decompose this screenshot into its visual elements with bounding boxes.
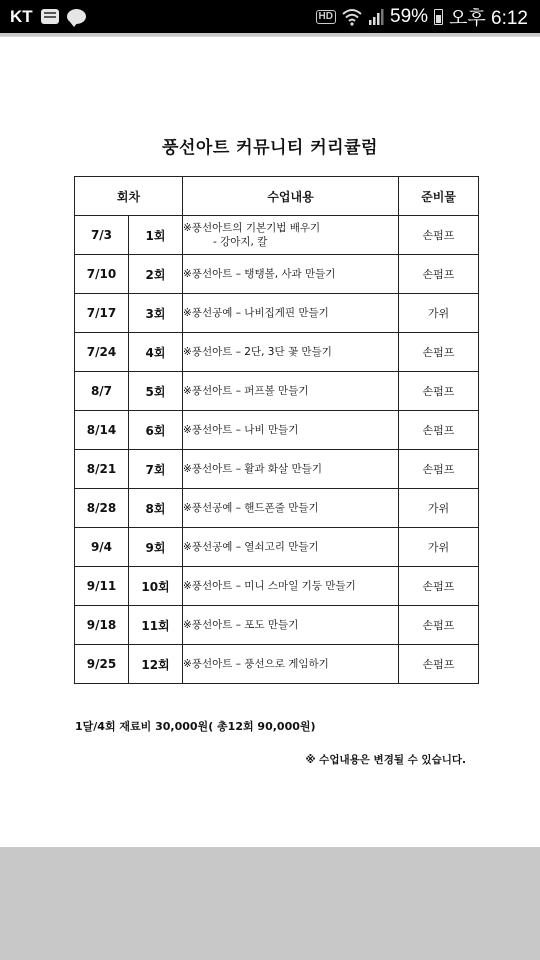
session-number: 9회 [129, 528, 183, 567]
session-supplies: 손펌프 [399, 645, 479, 684]
session-date: 8/21 [75, 450, 129, 489]
session-content: ※풍선아트 – 2단, 3단 꽃 만들기 [183, 333, 399, 372]
carrier-label: KT [10, 6, 33, 26]
session-content: ※풍선아트 – 미니 스마일 기둥 만들기 [183, 567, 399, 606]
session-content: ※풍선아트 – 퍼프볼 만들기 [183, 372, 399, 411]
document-title: 풍선아트 커뮤니티 커리큘럼 [162, 138, 378, 158]
session-supplies: 손펌프 [399, 216, 479, 255]
session-content [183, 216, 399, 255]
session-date: 8/14 [75, 411, 129, 450]
session-date: 9/4 [75, 528, 129, 567]
hd-voice-icon: HD [316, 10, 336, 24]
header-supplies: 준비물 [399, 177, 479, 216]
table-body [75, 216, 479, 684]
session-date: 8/28 [75, 489, 129, 528]
table-row [75, 645, 479, 684]
table-row [75, 528, 479, 567]
session-number: 8회 [129, 489, 183, 528]
session-content-sub: - 강아지, 칼 [213, 236, 268, 248]
session-number: 10회 [129, 567, 183, 606]
session-number: 4회 [129, 333, 183, 372]
table-row [75, 255, 479, 294]
status-bar [0, 0, 540, 33]
session-supplies: 손펌프 [399, 255, 479, 294]
signal-strength-icon [368, 9, 384, 25]
fee-text: 1달/4회 재료비 30,000원( 총12회 90,000원) [75, 720, 316, 733]
session-content: ※풍선공예 – 핸드폰줄 만들기 [183, 489, 399, 528]
session-supplies: 손펌프 [399, 567, 479, 606]
session-date: 9/25 [75, 645, 129, 684]
session-supplies: 손펌프 [399, 372, 479, 411]
app-notification-icon [41, 9, 59, 24]
status-bar-right [316, 0, 528, 33]
session-supplies: 손펌프 [399, 333, 479, 372]
session-content: ※풍선공예 – 열쇠고리 만들기 [183, 528, 399, 567]
session-number: 7회 [129, 450, 183, 489]
session-supplies: 가위 [399, 294, 479, 333]
session-date: 9/18 [75, 606, 129, 645]
table-header-row [75, 177, 479, 216]
session-number: 11회 [129, 606, 183, 645]
clock: 오후 6:12 [449, 8, 528, 29]
session-content: ※풍선아트 – 풍선으로 게임하기 [183, 645, 399, 684]
table-row [75, 294, 479, 333]
table-row [75, 567, 479, 606]
session-number: 5회 [129, 372, 183, 411]
session-date: 7/3 [75, 216, 129, 255]
session-content: ※풍선아트 – 탱탱볼, 사과 만들기 [183, 255, 399, 294]
status-bar-left [10, 0, 86, 33]
session-supplies: 손펌프 [399, 606, 479, 645]
header-content: 수업내용 [183, 177, 399, 216]
table-row [75, 372, 479, 411]
table-row [75, 489, 479, 528]
session-content: ※풍선아트 – 나비 만들기 [183, 411, 399, 450]
wifi-icon [342, 8, 362, 26]
table-row [75, 606, 479, 645]
table-row [75, 216, 479, 255]
session-date: 9/11 [75, 567, 129, 606]
session-number: 3회 [129, 294, 183, 333]
session-number: 2회 [129, 255, 183, 294]
chat-notification-icon [67, 9, 86, 24]
session-supplies: 손펌프 [399, 450, 479, 489]
session-date: 7/10 [75, 255, 129, 294]
table-row [75, 411, 479, 450]
session-content-main: ※풍선아트의 기본기법 배우기 [183, 222, 321, 234]
session-content: ※풍선공예 – 나비집게핀 만들기 [183, 294, 399, 333]
session-supplies: 손펌프 [399, 411, 479, 450]
session-number: 1회 [129, 216, 183, 255]
change-notice: ※ 수업내용은 변경될 수 있습니다. [305, 754, 466, 766]
table-row [75, 450, 479, 489]
session-content: ※풍선아트 – 활과 화살 만들기 [183, 450, 399, 489]
session-number: 12회 [129, 645, 183, 684]
session-content: ※풍선아트 – 포도 만들기 [183, 606, 399, 645]
header-session: 회차 [75, 177, 183, 216]
battery-percentage: 59% [390, 5, 429, 27]
battery-icon [434, 9, 443, 25]
session-date: 7/24 [75, 333, 129, 372]
session-supplies: 가위 [399, 528, 479, 567]
session-date: 8/7 [75, 372, 129, 411]
session-number: 6회 [129, 411, 183, 450]
session-date: 7/17 [75, 294, 129, 333]
session-supplies: 가위 [399, 489, 479, 528]
curriculum-table [74, 176, 479, 684]
viewer-background [0, 847, 540, 960]
table-row [75, 333, 479, 372]
document-page [0, 36, 540, 847]
